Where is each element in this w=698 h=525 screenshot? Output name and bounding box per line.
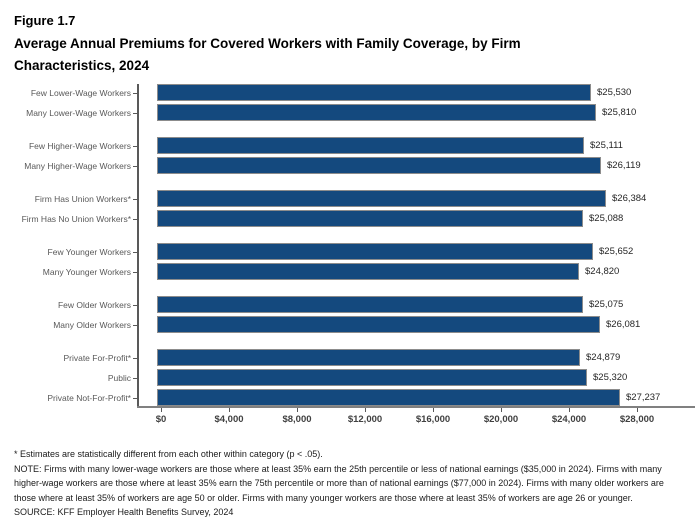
figure-header bbox=[0, 0, 698, 77]
value-label: $24,879 bbox=[586, 352, 621, 363]
figure-title: Average Annual Premiums for Covered Workers with Family Coverage, by Firm Characteristics, 2024 bbox=[14, 36, 521, 73]
bar-chart bbox=[0, 84, 698, 432]
category-label: Firm Has No Union Workers* bbox=[21, 213, 131, 224]
category-label: Few Younger Workers bbox=[47, 246, 131, 257]
x-axis-line bbox=[137, 406, 695, 408]
figure-number: Figure 1.7 bbox=[14, 13, 76, 28]
category-tick bbox=[133, 398, 137, 399]
category-label: Few Lower-Wage Workers bbox=[30, 87, 131, 98]
bar-few-higher-wage-workers bbox=[157, 137, 584, 154]
category-tick bbox=[133, 305, 137, 306]
bar-private-not-for-profit bbox=[157, 389, 620, 406]
bar-row-few-older-workers bbox=[0, 296, 698, 313]
x-tick-mark bbox=[433, 408, 434, 412]
bar-few-younger-workers bbox=[157, 243, 593, 260]
x-axis bbox=[0, 406, 698, 432]
category-label: Few Higher-Wage Workers bbox=[28, 140, 131, 151]
x-tick-label: $24,000 bbox=[551, 414, 587, 425]
category-tick bbox=[133, 93, 137, 94]
x-tick-label: $8,000 bbox=[282, 414, 312, 425]
category-label: Many Younger Workers bbox=[42, 266, 131, 277]
bar-row-many-older-workers bbox=[0, 316, 698, 333]
footnote-source: SOURCE: KFF Employer Health Benefits Survey, 2024 bbox=[14, 507, 234, 517]
footnotes bbox=[0, 447, 674, 520]
x-tick-label: $28,000 bbox=[619, 414, 655, 425]
bar-group-1 bbox=[0, 84, 698, 121]
bar-row-private-for-profit bbox=[0, 349, 698, 366]
category-tick bbox=[133, 325, 137, 326]
x-tick-mark bbox=[637, 408, 638, 412]
value-label: $25,088 bbox=[589, 213, 624, 224]
x-tick-mark bbox=[569, 408, 570, 412]
category-label: Public bbox=[107, 372, 131, 383]
category-label: Many Older Workers bbox=[53, 319, 131, 330]
x-tick-label: $0 bbox=[155, 414, 167, 425]
category-label: Many Higher-Wage Workers bbox=[24, 160, 131, 171]
category-label: Private Not-For-Profit* bbox=[47, 392, 131, 403]
bar-group-2 bbox=[0, 137, 698, 174]
value-label: $25,111 bbox=[590, 140, 623, 151]
x-tick-label: $12,000 bbox=[347, 414, 383, 425]
category-tick bbox=[133, 146, 137, 147]
value-label: $25,320 bbox=[593, 372, 628, 383]
bar-private-for-profit bbox=[157, 349, 580, 366]
footnote-significance: * Estimates are statistically different from each other within category (p < .05). bbox=[14, 449, 323, 459]
category-tick bbox=[133, 166, 137, 167]
bar-group-6 bbox=[0, 349, 698, 406]
value-label: $27,237 bbox=[626, 392, 661, 403]
bar-row-many-younger-workers bbox=[0, 263, 698, 280]
category-tick bbox=[133, 358, 137, 359]
category-label: Private For-Profit* bbox=[63, 352, 131, 363]
bar-firm-has-no-union-workers bbox=[157, 210, 583, 227]
bar-row-many-higher-wage-workers bbox=[0, 157, 698, 174]
x-tick-label: $20,000 bbox=[483, 414, 519, 425]
value-label: $26,081 bbox=[606, 319, 641, 330]
x-tick-label: $16,000 bbox=[415, 414, 451, 425]
bar-public bbox=[157, 369, 587, 386]
plot-area bbox=[0, 84, 698, 406]
value-label: $26,384 bbox=[612, 193, 647, 204]
bar-row-many-lower-wage-workers bbox=[0, 104, 698, 121]
value-label: $26,119 bbox=[607, 160, 641, 171]
category-label: Firm Has Union Workers* bbox=[34, 193, 131, 204]
value-label: $25,810 bbox=[602, 107, 637, 118]
bar-few-lower-wage-workers bbox=[157, 84, 591, 101]
x-tick-mark bbox=[501, 408, 502, 412]
bar-row-public bbox=[0, 369, 698, 386]
category-tick bbox=[133, 272, 137, 273]
category-tick bbox=[133, 252, 137, 253]
bar-row-few-lower-wage-workers bbox=[0, 84, 698, 101]
category-tick bbox=[133, 113, 137, 114]
x-tick-mark bbox=[229, 408, 230, 412]
bar-many-higher-wage-workers bbox=[157, 157, 601, 174]
value-label: $25,530 bbox=[597, 87, 632, 98]
x-tick-mark bbox=[161, 408, 162, 412]
x-tick-label: $4,000 bbox=[214, 414, 244, 425]
bar-group-3 bbox=[0, 190, 698, 227]
bar-few-older-workers bbox=[157, 296, 583, 313]
x-tick-mark bbox=[365, 408, 366, 412]
bar-row-firm-has-union-workers bbox=[0, 190, 698, 207]
x-tick-mark bbox=[297, 408, 298, 412]
bar-many-younger-workers bbox=[157, 263, 579, 280]
bar-row-few-younger-workers bbox=[0, 243, 698, 260]
category-tick bbox=[133, 219, 137, 220]
bar-row-few-higher-wage-workers bbox=[0, 137, 698, 154]
category-label: Few Older Workers bbox=[57, 299, 131, 310]
bar-row-firm-has-no-union-workers bbox=[0, 210, 698, 227]
category-tick bbox=[133, 199, 137, 200]
category-tick bbox=[133, 378, 137, 379]
bar-many-lower-wage-workers bbox=[157, 104, 596, 121]
value-label: $25,652 bbox=[599, 246, 634, 257]
bar-group-4 bbox=[0, 243, 698, 280]
footnote-note: NOTE: Firms with many lower-wage workers are those where at least 35% earn the 25th percentile or less of national earnings ($35,000 in 2024). Firms with many higher-wage workers are those where at least 35% earn the 75th percentile or more than of national earnings ($77,000 in 2024). Firms with many older workers are those where at least 35% of workers are age 50 or older. Firms with many younger workers are those where at least 35% of workers are age 26 or younger. bbox=[14, 463, 664, 503]
value-label: $25,075 bbox=[589, 299, 624, 310]
value-label: $24,820 bbox=[585, 266, 620, 277]
bar-group-5 bbox=[0, 296, 698, 333]
bar-firm-has-union-workers bbox=[157, 190, 606, 207]
category-label: Many Lower-Wage Workers bbox=[26, 107, 131, 118]
bar-many-older-workers bbox=[157, 316, 600, 333]
bar-row-private-not-for-profit bbox=[0, 389, 698, 406]
